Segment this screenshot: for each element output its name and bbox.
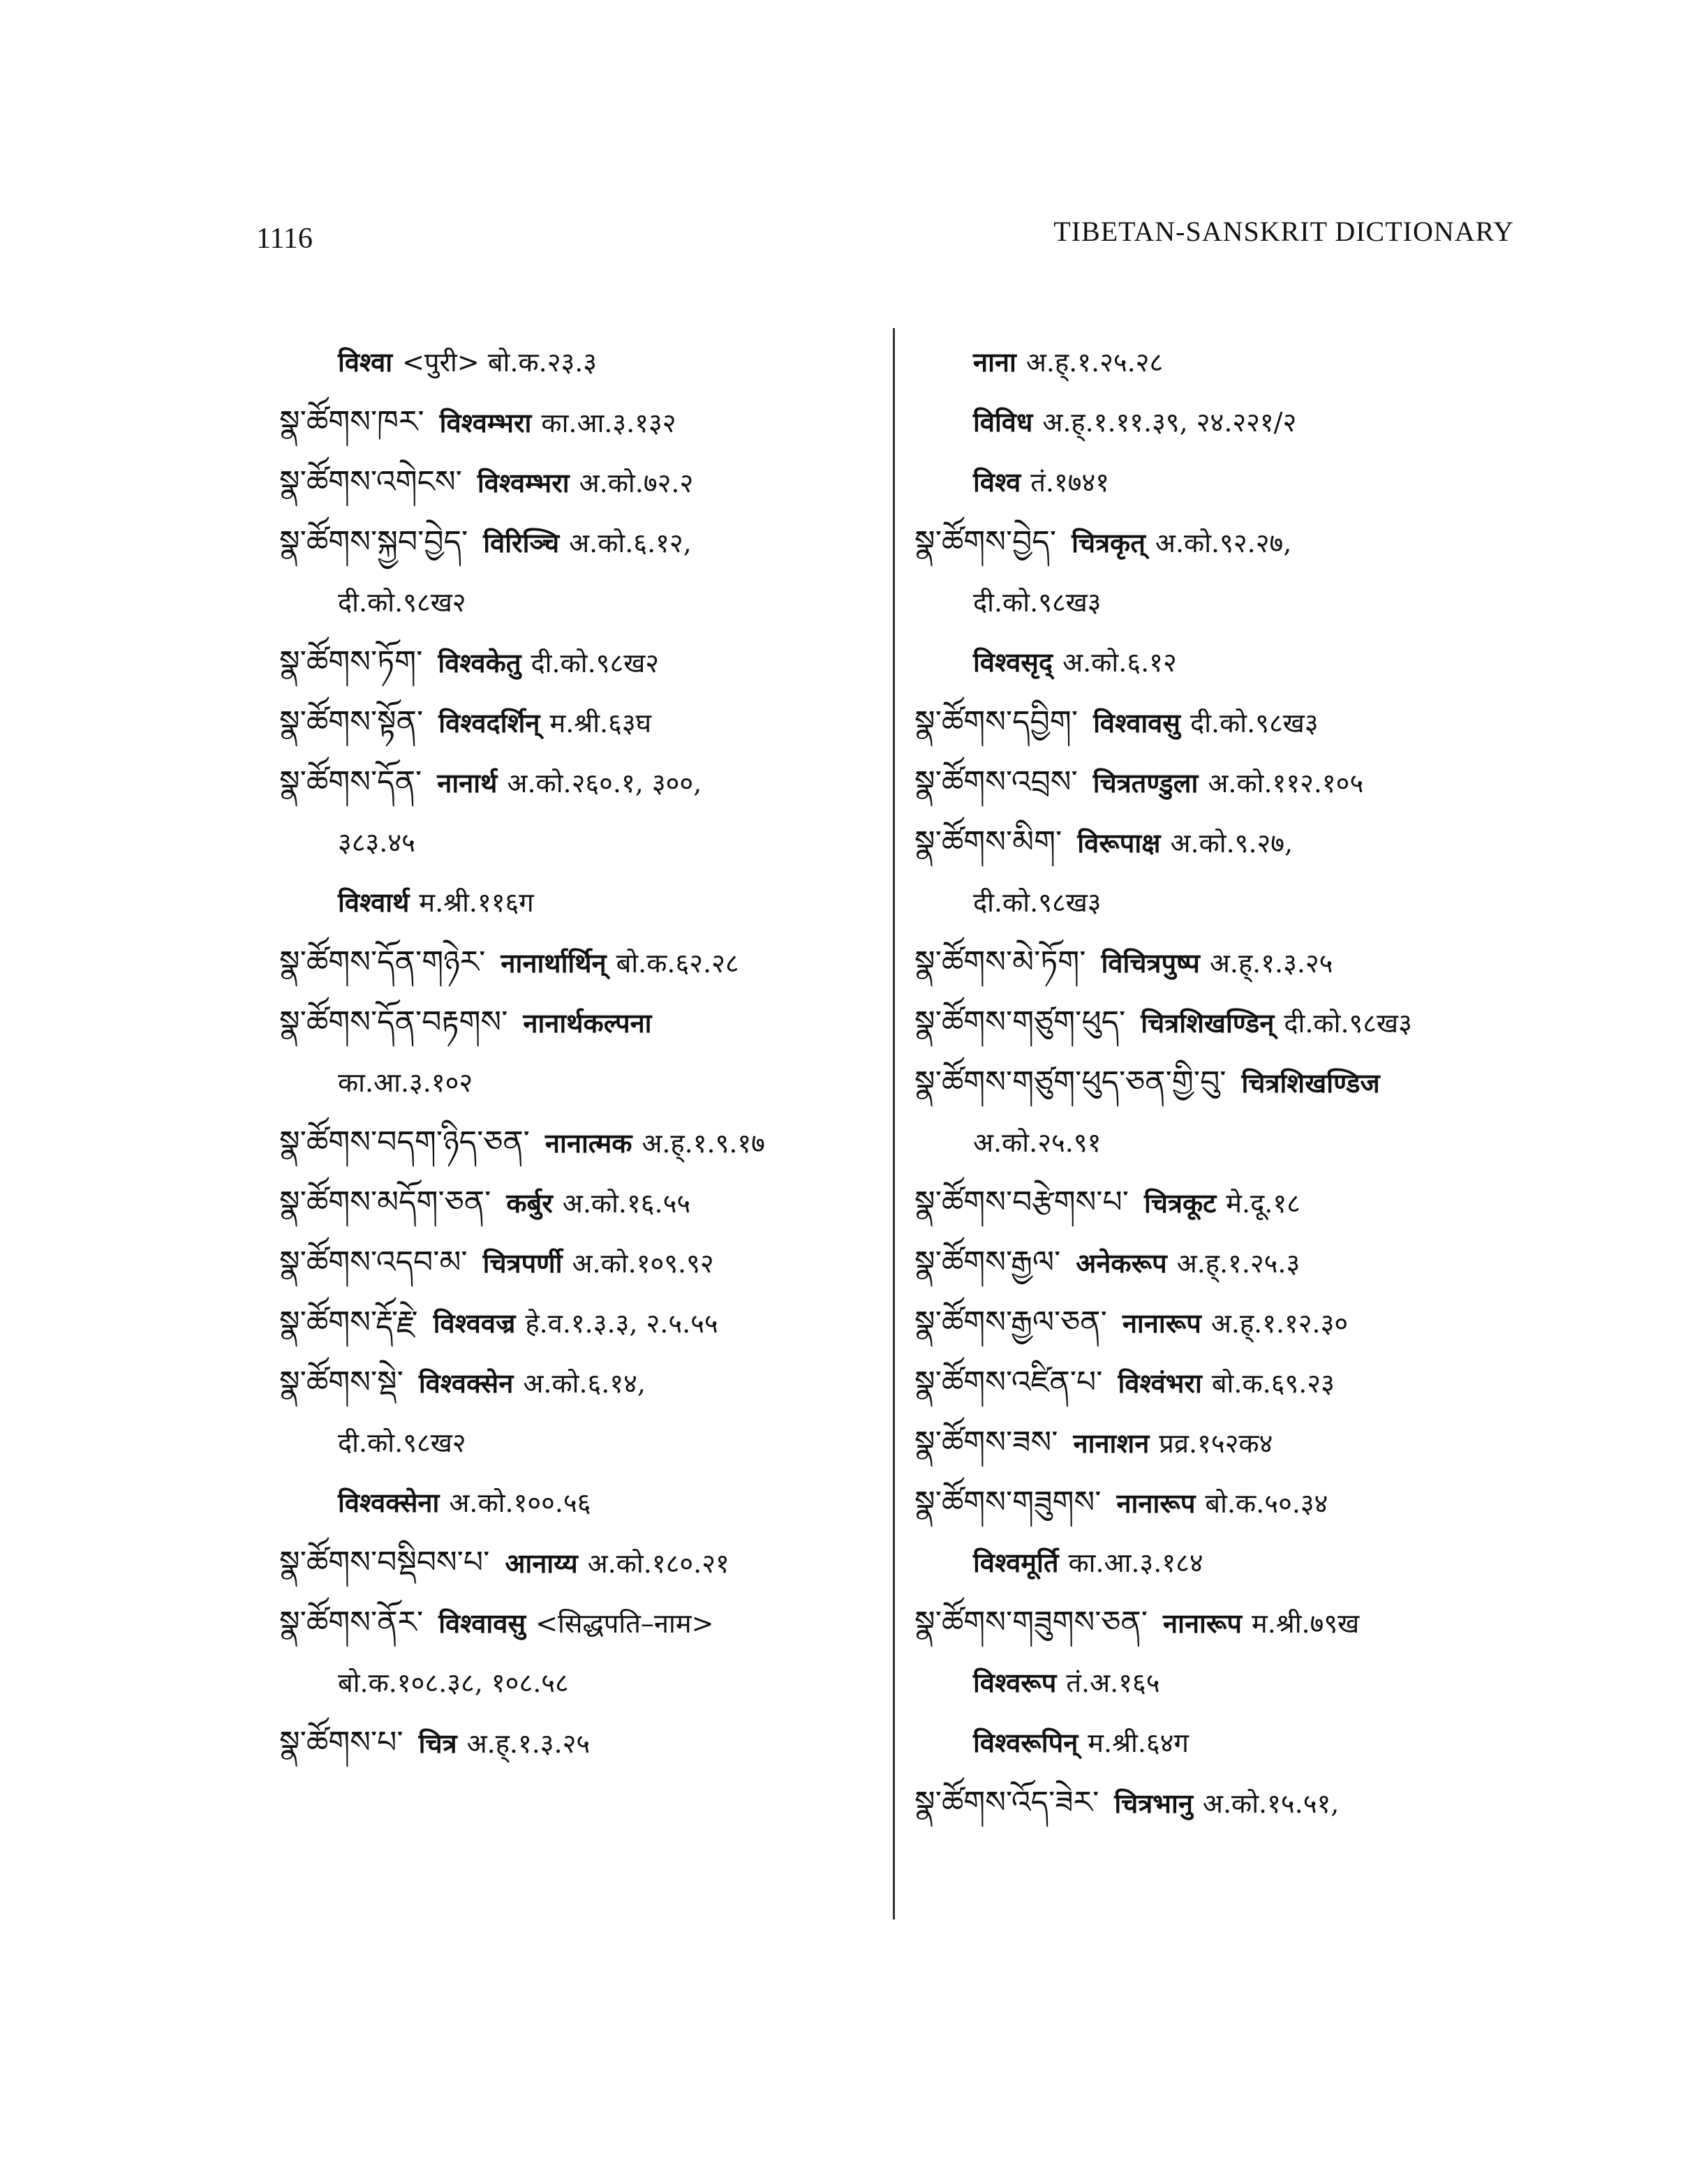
page-number: 1116 <box>256 223 313 255</box>
dictionary-entry <box>279 1593 880 1653</box>
source-reference: तं.अ.१६५ <box>1066 1667 1160 1698</box>
sanskrit-equivalent: चित्रभानु <box>1114 1788 1193 1819</box>
tibetan-headword: སྣ་ཚོགས་དོན་གཉེར་ <box>279 944 486 980</box>
dictionary-entry <box>914 1233 1529 1293</box>
dictionary-entry <box>914 332 1529 392</box>
tibetan-headword: སྣ་ཚོགས་མེ་ཏོག་ <box>914 944 1086 980</box>
sanskrit-equivalent: विश्वरूप <box>973 1667 1057 1698</box>
sanskrit-equivalent: नानारूप <box>1163 1607 1242 1639</box>
sanskrit-equivalent: विश्व <box>973 466 1021 498</box>
sanskrit-equivalent: विश्वावसु <box>1093 707 1181 738</box>
dictionary-entry <box>914 1593 1529 1653</box>
left-column <box>279 332 880 1773</box>
dictionary-entry <box>279 933 880 993</box>
source-reference: मे.दू.१८ <box>1226 1188 1300 1219</box>
source-reference: प्रव्र.१५२क४ <box>1159 1428 1273 1459</box>
source-reference: दी.को.९८ख२ <box>338 1427 466 1458</box>
tibetan-headword: སྣ་ཚོགས་བསྡིབས་པ་ <box>279 1545 490 1580</box>
dictionary-entry <box>279 1413 880 1473</box>
sanskrit-equivalent: चित्रकृत् <box>1072 527 1146 558</box>
dictionary-entry <box>279 1473 880 1533</box>
dictionary-entry <box>914 1533 1529 1593</box>
source-reference: अ.को.२६०.१, ३००, <box>507 768 702 798</box>
source-reference: का.आ.३.१३२ <box>541 408 676 438</box>
sanskrit-equivalent: नानात्मक <box>544 1127 632 1159</box>
sanskrit-equivalent: विश्वकेतु <box>438 647 521 678</box>
dictionary-entry <box>914 1053 1529 1113</box>
dictionary-entry <box>914 392 1529 452</box>
dictionary-entry <box>914 1773 1529 1833</box>
sanskrit-equivalent: चित्रकूट <box>1144 1187 1217 1219</box>
source-reference: दी.को.९८ख२ <box>338 587 466 618</box>
right-column <box>914 332 1529 1833</box>
source-reference: अ.को.१८०.२१ <box>587 1548 729 1579</box>
source-reference: <पुरी> बो.क.२३.३ <box>402 347 598 378</box>
sanskrit-equivalent: विरूपाक्ष <box>1077 827 1161 859</box>
dictionary-entry <box>914 572 1529 632</box>
source-reference: म.श्री.६३घ <box>549 708 652 738</box>
source-reference: अ.को.९२.२७, <box>1155 528 1292 558</box>
dictionary-entry <box>914 512 1529 572</box>
tibetan-headword: སྣ་ཚོགས་བདག་ཉིད་ཅན་ <box>279 1124 530 1160</box>
source-reference: हे.व.१.३.३, २.५.५५ <box>525 1308 718 1339</box>
dictionary-entry <box>279 993 880 1053</box>
dictionary-entry <box>279 1713 880 1773</box>
source-reference: दी.को.९८ख३ <box>973 887 1102 918</box>
sanskrit-equivalent: चित्रशिखण्डिज <box>1241 1067 1380 1099</box>
running-title: TIBETAN-SANSKRIT DICTIONARY <box>1053 216 1514 247</box>
dictionary-entry <box>279 392 880 452</box>
dictionary-entry <box>279 1233 880 1293</box>
tibetan-headword: སྣ་ཚོགས་རྒྱལ་ཅན་ <box>914 1305 1107 1340</box>
source-reference: अ.ह्.१.२५.३ <box>1176 1248 1300 1279</box>
tibetan-headword: སྣ་ཚོགས་གཟུགས་ཅན་ <box>914 1605 1148 1640</box>
source-reference: अ.ह्.१.२५.२८ <box>1025 347 1164 378</box>
source-reference: अ.को.६.१२ <box>1062 647 1177 678</box>
tibetan-headword: སྣ་ཚོགས་ཟས་ <box>914 1425 1058 1460</box>
source-reference: अ.ह्.१.१२.३० <box>1210 1308 1349 1339</box>
tibetan-headword: སྣ་ཚོགས་པ་ <box>279 1725 403 1760</box>
dictionary-entry <box>279 452 880 512</box>
source-reference: अ.को.११२.१०५ <box>1208 768 1364 798</box>
dictionary-entry <box>914 692 1529 752</box>
dictionary-entry <box>279 752 880 812</box>
source-reference: बो.क.६९.२३ <box>1211 1368 1335 1399</box>
sanskrit-equivalent: विश्वार्थ <box>338 886 410 918</box>
tibetan-headword: སྣ་ཚོགས་ཏོག་ <box>279 644 423 680</box>
source-reference: दी.को.९८ख३ <box>973 587 1102 618</box>
sanskrit-equivalent: विचित्रपुष्प <box>1101 947 1200 979</box>
dictionary-entry <box>914 933 1529 993</box>
source-reference: अ.ह्.१.९.१७ <box>642 1128 765 1159</box>
tibetan-headword: སྣ་ཚོགས་བྱེད་ <box>914 524 1057 560</box>
sanskrit-equivalent: विश्वावसु <box>438 1607 526 1639</box>
dictionary-entry <box>279 512 880 572</box>
dictionary-entry <box>914 993 1529 1053</box>
source-reference: अ.ह्.१.३.२५ <box>466 1728 591 1759</box>
source-reference: दी.को.९८ख३ <box>1284 1008 1412 1039</box>
tibetan-headword: སྣ་ཚོགས་མདོག་ཅན་ <box>279 1184 491 1220</box>
dictionary-entry <box>914 1353 1529 1413</box>
tibetan-headword: སྣ་ཚོགས་འབྲས་ <box>914 764 1078 800</box>
sanskrit-equivalent: विश्वरूपिन् <box>973 1727 1079 1758</box>
dictionary-entry <box>914 1293 1529 1353</box>
source-reference: बो.क.६२.२८ <box>616 948 739 979</box>
dictionary-entry <box>914 1413 1529 1473</box>
dictionary-entry <box>914 872 1529 933</box>
sanskrit-equivalent: नानारूप <box>1116 1487 1196 1519</box>
sanskrit-equivalent: कर्बुर <box>506 1187 553 1219</box>
dictionary-entry <box>914 1653 1529 1713</box>
sanskrit-equivalent: नानाशन <box>1073 1427 1150 1459</box>
source-reference: म.श्री.७९ख <box>1252 1608 1360 1639</box>
tibetan-headword: སྣ་ཚོགས་སྡེ་ <box>279 1365 403 1400</box>
sanskrit-equivalent: विश्वसृद् <box>973 646 1053 678</box>
source-reference: बो.क.१०८.३८, १०८.५८ <box>338 1667 569 1698</box>
source-reference: अ.ह्.१.११.३९, २४.२२१/२ <box>1042 407 1297 438</box>
sanskrit-equivalent: नानार्थकल्पना <box>523 1007 652 1039</box>
dictionary-entry <box>914 1713 1529 1773</box>
sanskrit-equivalent: विश्वदर्शिन् <box>438 707 540 738</box>
tibetan-headword: སྣ་ཚོགས་དོན་ <box>279 764 422 800</box>
tibetan-headword: སྣ་ཚོགས་ཁར་ <box>279 404 424 440</box>
tibetan-headword: སྣ་ཚོགས་རྒྱལ་ <box>914 1245 1061 1280</box>
tibetan-headword: སྣ་ཚོགས་འདབ་མ་ <box>279 1245 468 1280</box>
source-reference: दी.को.९८ख२ <box>531 648 660 678</box>
source-reference: तं.१७४१ <box>1030 467 1110 498</box>
source-reference: दी.को.९८ख३ <box>1190 708 1319 738</box>
source-reference: अ.को.१०९.९२ <box>572 1248 714 1279</box>
source-reference: म.श्री.६४ग <box>1088 1728 1189 1758</box>
source-reference: अ.ह्.१.३.२५ <box>1209 948 1333 979</box>
sanskrit-equivalent: विश्वम्भरा <box>439 407 532 438</box>
sanskrit-equivalent: विश्वक्सेन <box>418 1367 514 1399</box>
sanskrit-equivalent: नानार्थ <box>437 767 498 798</box>
dictionary-entry <box>279 872 880 933</box>
sanskrit-equivalent: विरिञ्चि <box>483 527 560 558</box>
source-reference: अ.को.२५.९१ <box>973 1127 1102 1158</box>
dictionary-entry <box>279 1053 880 1113</box>
tibetan-headword: སྣ་ཚོགས་གཟུགས་ <box>914 1485 1102 1520</box>
dictionary-entry <box>914 1473 1529 1533</box>
sanskrit-equivalent: विश्वक्सेना <box>338 1487 440 1518</box>
dictionary-entry <box>914 452 1529 512</box>
dictionary-entry <box>279 632 880 692</box>
tibetan-headword: སྣ་ཚོགས་འོད་ཟེར་ <box>914 1785 1099 1820</box>
sanskrit-equivalent: चित्रपर्णी <box>482 1247 563 1279</box>
sanskrit-equivalent: विश्वम्भरा <box>477 467 570 498</box>
dictionary-entry <box>279 332 880 392</box>
tibetan-headword: སྣ་ཚོགས་བརྩེགས་པ་ <box>914 1184 1129 1220</box>
source-reference: अ.को.७२.२ <box>579 468 694 498</box>
source-reference: अ.को.१००.५६ <box>449 1487 591 1518</box>
dictionary-entry <box>279 1533 880 1593</box>
sanskrit-equivalent: विश्ववज्र <box>433 1307 516 1339</box>
tibetan-headword: སྣ་ཚོགས་སྟོན་ <box>279 704 424 740</box>
sanskrit-equivalent: चित्रशिखण्डिन् <box>1141 1007 1275 1039</box>
tibetan-headword: སྣ་ཚོགས་དབྱིག་ <box>914 704 1079 740</box>
dictionary-entry <box>914 812 1529 872</box>
source-reference: अ.को.९.२७, <box>1170 828 1294 859</box>
source-reference: <सिद्धपति–नाम> <box>535 1608 714 1639</box>
tibetan-headword: སྣ་ཚོགས་གཙུག་ཕུད་ <box>914 1004 1126 1040</box>
sanskrit-equivalent: नानारूप <box>1122 1307 1201 1339</box>
source-reference: अ.को.६.१४, <box>523 1368 646 1399</box>
dictionary-entry <box>914 1113 1529 1173</box>
sanskrit-equivalent: नाना <box>973 346 1016 378</box>
source-reference: अ.को.१६.५५ <box>562 1188 691 1219</box>
tibetan-headword: སྣ་ཚོགས་རྡོ་རྗེ་ <box>279 1305 418 1340</box>
source-reference: म.श्री.११६ग <box>419 887 534 918</box>
sanskrit-equivalent: विश्वंभरा <box>1118 1367 1202 1399</box>
sanskrit-equivalent: विविध <box>973 406 1033 438</box>
sanskrit-equivalent: अनेकरूप <box>1076 1247 1167 1279</box>
column-divider <box>893 328 895 1919</box>
dictionary-entry <box>279 1113 880 1173</box>
source-reference: अ.को.१५.५१, <box>1202 1788 1340 1819</box>
tibetan-headword: སྣ་ཚོགས་ནོར་ <box>279 1605 424 1640</box>
dictionary-entry <box>279 812 880 872</box>
source-reference: का.आ.३.१०२ <box>338 1067 473 1098</box>
sanskrit-equivalent: विश्वमूर्ति <box>973 1547 1059 1578</box>
tibetan-headword: སྣ་ཚོགས་འགེངས་ <box>279 464 462 500</box>
dictionary-entry <box>279 1353 880 1413</box>
tibetan-headword: སྣ་ཚོགས་དོན་བརྟགས་ <box>279 1004 508 1040</box>
dictionary-entry <box>279 1293 880 1353</box>
tibetan-headword: སྣ་ཚོགས་འཛིན་པ་ <box>914 1365 1103 1400</box>
tibetan-headword: སྣ་ཚོགས་སྐྱབ་བྱེད་ <box>279 524 468 560</box>
dictionary-entry <box>914 752 1529 812</box>
sanskrit-equivalent: विश्वा <box>338 346 393 378</box>
source-reference: अ.को.६.१२, <box>569 528 692 558</box>
dictionary-entry <box>914 632 1529 692</box>
dictionary-entry <box>914 1173 1529 1233</box>
sanskrit-equivalent: नानार्थार्थिन् <box>501 947 607 979</box>
tibetan-headword: སྣ་ཚོགས་གཙུག་ཕུད་ཅན་གྱི་བུ་ <box>914 1064 1226 1100</box>
sanskrit-equivalent: चित्र <box>418 1728 457 1759</box>
source-reference: बो.क.५०.३४ <box>1205 1488 1328 1519</box>
source-reference: ३८३.४५ <box>338 827 415 858</box>
dictionary-entry <box>279 692 880 752</box>
dictionary-entry <box>279 1173 880 1233</box>
sanskrit-equivalent: चित्रतण्डुला <box>1092 767 1199 798</box>
sanskrit-equivalent: आनाय्य <box>505 1547 578 1579</box>
dictionary-entry <box>279 572 880 632</box>
tibetan-headword: སྣ་ཚོགས་མིག་ <box>914 824 1062 860</box>
dictionary-entry <box>279 1653 880 1713</box>
source-reference: का.आ.३.१८४ <box>1068 1547 1203 1578</box>
